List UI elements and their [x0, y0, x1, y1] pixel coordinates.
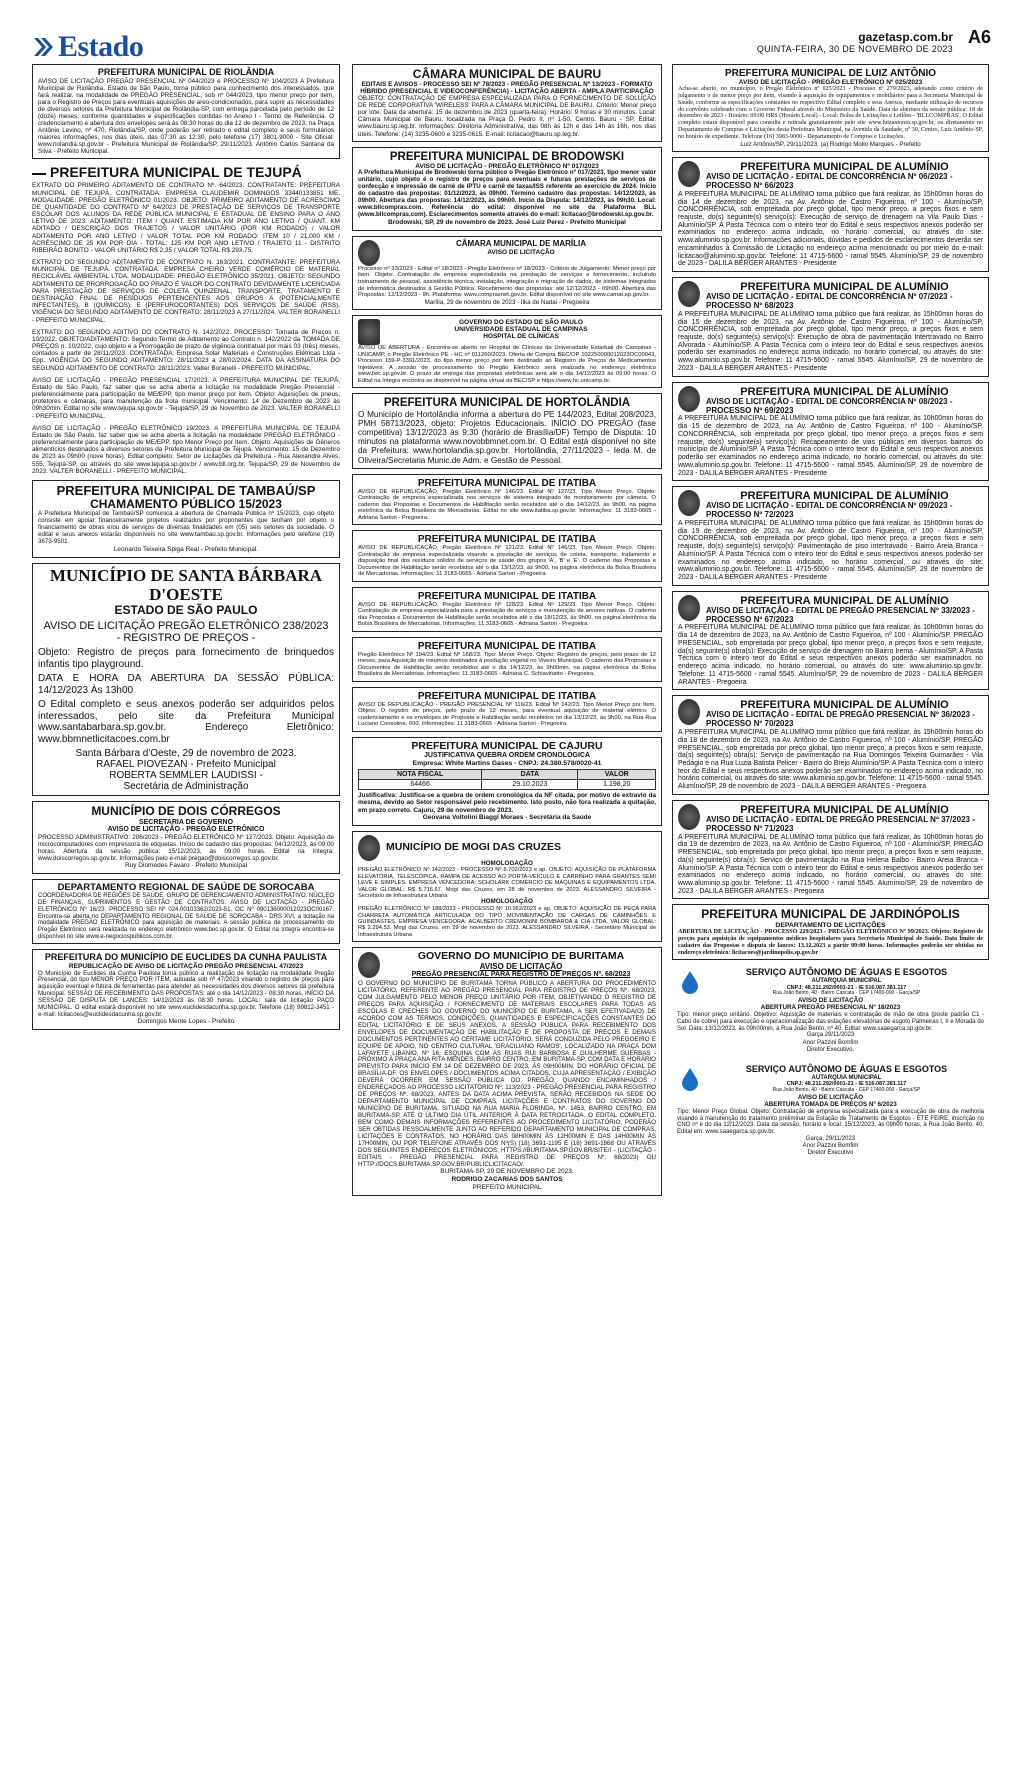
notice-edital: O Edital completo e seus anexos poderão ser adquiridos pelos interessados, pelo site da Prefeitura Municipal www.santabarbara.sp.gov.br. Endereço Eletrônico: www.bbmnetlicitacoes.com.br: [38, 699, 334, 745]
notice-brodowski: [352, 147, 662, 231]
notice-subtitle: DEPARTAMENTO DE LICITAÇÕES: [775, 921, 886, 929]
notice-signature: RAFAEL PIOVEZAN - Prefeito Municipal: [96, 759, 276, 771]
notice-body: AVISO DE LICITAÇÃO - PREGÃO ELETRÔNICO 19/2023. A PREFEITURA MUNICIPAL DE TEJUPÁ Estado de São Paulo, faz saber que se acha aberta a licitação na modalidade PREGÃO ELETRÔNICO - preferencialmente para participação de ME/EPP, tipo Menor Preço por Item. Objeto: Aquisições de Gêneros alimentícios destinados à diversos setores da Prefeitura Municipal de Tejupá. Vencimento: 15 de Dezembro de 2023 às 09h00 (nove horas). Edital completo: Setor de Licitações da Prefeitura - Rua Alexandre Alves, 555, Tejupá-SP, ou através do site www.tejupa.sp.gov.br / www.bll.org.br. Tejupá/SP, 29 de Novembro de 2023. VALTER BORANELLI - PREFEITO MUNICIPAL.: [32, 424, 340, 475]
newspaper-logo: [32, 30, 143, 64]
notice-signature: Leonardo Teixeira Spiga Real - Prefeito Municipal.: [113, 546, 259, 554]
notice-body: Processo nº 33/2023 - Edital nº 18/2023 - Pregão Eletrônico nº 18/2023 - Critério de Julgamento: Menor preço por item. Objeto: Contratação de empresa especializada na prestação de serviços e fornecimento, incluindo treinamento de pessoal, assistência técnica, instalação, integração e migração de dados, de sistemas integrados de informática destinados à Gestão Pública. Recebimento das propostas: até 12/12/2023 - 09h00. Abertura das Propostas: 12/12/2023 - 9h. Plataforma: www.comprasnet.gov.br. Edital disponível no site www.camar.sp.gov.br.: [358, 265, 656, 299]
notice-subtitle: CHAMAMENTO PÚBLICO 15/2023: [90, 497, 282, 512]
notice-cnpj: CNPJ: 48.211.292/0001-21 - IE 516.087.381.117: [786, 984, 907, 991]
notice-title: PREFEITURA MUNICIPAL DE ALUMÍNIO: [740, 281, 949, 294]
notice-title: PREFEITURA MUNICIPAL DE ITATIBA: [417, 534, 597, 546]
notice-subtitle: AVISO DE LICITAÇÃO - EDITAL DE PREGÃO PRESENCIAL Nº 33/2023 - PROCESSO Nº 67/2023: [706, 605, 975, 624]
notice-buritama: [352, 947, 662, 1196]
coat-of-arms-icon: [678, 490, 700, 516]
issue-date: QUINTA-FEIRA, 30 DE NOVEMBRO DE 2023: [756, 44, 953, 54]
notice-subtitle: AVISO DE LICITAÇÃO - EDITAL DE PREGÃO PRESENCIAL Nº 37/2023 - PROCESSO Nº 71/2023: [706, 815, 975, 833]
coat-of-arms-icon: [678, 161, 700, 187]
notice-aviso: AVISO DE LICITAÇÃO PREGÃO ELETRÔNICO 238/2023: [43, 620, 329, 633]
notice-title: PREFEITURA DO MUNICÍPIO DE EUCLIDES DA CUNHA PAULISTA: [44, 952, 328, 963]
notice-local: Garça 29/11/2023: [806, 1032, 855, 1039]
notice-signature: Diretor Executivo: [807, 1150, 854, 1157]
notice-title: PREFEITURA MUNICIPAL DE ITATIBA: [417, 477, 597, 489]
notice-body: A Prefeitura Municipal de Tambaú/SP comunica a abertura de Chamada Pública nº 15/2023, cujo objeto consiste em apoiar financeiramente projetos realizados por proponentes que tenham por objeto o financiamento de obras e/ou de serviços de diversas finalidades em (05) seis setores da sociedade. O edital e seus anexos estarão disponíveis no site www.tambau.sp.gov.br. Informações pelo telefone (19) 3673-9501.: [38, 510, 334, 546]
notice-subtitle: HOSPITAL DE CLÍNICAS: [483, 333, 559, 341]
notice-title: PREFEITURA MUNICIPAL DE CAJURU: [411, 739, 603, 752]
notice-body: A Prefeitura Municipal de Brodowski torna público o Pregão Eletrônico nº 017/2023, tipo menor valor unitário, cujo objeto é o registro de preços para eventuais e futuras prestações de serviços de confecção e impressão de carnê de IPTU e carnê de taxas/ISS referente ao exercício de 2024. Início do cadastro das propostas: 01/12/2023, às 09h00. Término cadastro das propostas: 14/12/2023, às 09h00. Abertura das propostas: 14/12/2023, às 09h00. Início da Disputa: 14/12/2023, às 09h30. Local: www.bllcompras.com. Referência do edital: disponível no site da Plataforma BLL (www.bllcompras.com). Esclarecimentos somente através do e-mail: licitacao@brodowski.sp.gov.br.: [358, 169, 656, 218]
coat-of-arms-icon: [358, 240, 380, 266]
site-url[interactable]: gazetasp.com.br: [858, 30, 953, 44]
notice-body: Tipo: Menor Preço Global. Objeto: Contratação de empresa especializada para a execução de obra de melhoria visando à manutenção do tratamento preliminar da Estação de Tratamento de Esgotos - ETE FEIRE, inscrição no CNO nº e do dia 12/12/2023. Data da sessão, horário e local: 15/12/2023, às 09h00 horas, à Rua João Bento, 40. Edital em: www.saaegarca.sp.gov.br.: [677, 1108, 984, 1136]
notice-signature: Ruy Diomedes Favaro - Prefeito Municipal: [124, 862, 248, 870]
notice-tejupa: [32, 164, 340, 475]
notice-aluminio-6: [672, 695, 989, 795]
notice-luiz-antonio: [672, 64, 989, 152]
notice-local: Santa Bárbara d'Oeste, 29 de novembro de 2023.: [75, 748, 297, 760]
notice-subtitle: AVISO DE LICITAÇÃO - PREGÃO ELETRÔNICO Nº 025/2023: [738, 79, 923, 86]
notice-signature: Anor Pazzini Bomfim: [802, 1039, 859, 1046]
notice-title: SERVIÇO AUTÔNOMO DE ÁGUAS E ESGOTOS: [745, 967, 948, 978]
notice-title: MUNICÍPIO DE SANTA BÁRBARA D'OESTE: [49, 565, 323, 604]
notice-dois-corregos: [32, 801, 340, 874]
table-header-row: [359, 770, 656, 780]
notice-saae-1: [672, 965, 989, 1057]
notice-subtitle: AVISO DE LICITAÇÃO - PREGÃO ELETRÔNICO Nº 017/2023: [415, 163, 599, 171]
notice-signature: Marília, 29 de novembro de 2023 - Ilka de Nadai - Pregoeira: [424, 298, 590, 306]
notice-title: SERVIÇO AUTÔNOMO DE ÁGUAS E ESGOTOS: [745, 1063, 948, 1074]
notice-title: PREFEITURA MUNICIPAL DE ALUMÍNIO: [740, 490, 949, 503]
notice-title: PREFEITURA MUNICIPAL DE ALUMÍNIO: [740, 699, 949, 712]
notice-title: DEPARTAMENTO REGIONAL DE SAÚDE DE SOROCABA: [57, 882, 315, 894]
notice-hortolandia: [352, 393, 662, 469]
notice-body: O GOVERNO DO MUNICÍPIO DE BURITAMA TORNA PÚBLICO A ABERTURA DO PROCEDIMENTO LICITATÓRIO, REFERENTE AO PREGÃO PRESENCIAL PARA REGISTRO DE PREÇOS Nº. 68/2023, COM JULGAMENTO PELO MENOR PREÇO UNITÁRIO POR ITEM, OBJETIVANDO O REGISTRO DE PREÇOS PARA AQUISIÇÃO / FORNECIMENTO DE MATERIAIS ESCOLARES PARA TODAS AS ESCOLAS E CRECHES DO GOVERNO DO MUNICÍPIO DE BURITAMA, A SER EFETIVADA(O) DE ACORDO COM AS TERMOS, CONDIÇÕES, QUANTIDADES E ESPECIFICAÇÕES CONSTANTES DO EDITAL LICITATÓRIO E DE SEUS ANEXOS. A SESSÃO PÚBLICA PARA RECEBIMENTO DOS ENVELOPES DE DOCUMENTAÇÃO DE HABILITAÇÃO E DE PROPOSTA DE PREÇOS E DEMAIS DOCUMENTOS PERTINENTES AO CERTAME LICITATÓRIO, SERÁ CONDUZIDA PELO PREGOEIRO E EQUIPE DE APOIO, NO CENTRO CULTURAL 'GRACILIANO RAMOS', LOCALIZADO NA PRAÇA DOM LAFAYETE LIBANIO, Nº 16, ESQUINA COM AS RUAS RUI BARBOSA E GUILHERME GUERBAS - PRÓXIMO À PRAÇA ANA RITA MENDES, BAIRRO CENTRO, EM BURITAMA-SP, COM DATA E HORÁRIO PREVISTO PARA INÍCIO EM 14 DE DEZEMBRO DE 2023, ÀS 09H00MIN, DO HORÁRIO OFICIAL DE BRASÍLIA-DF. OS ENVELOPES / DOCUMENTOS ACIMA CITADOS, CUJA APRESENTAÇÃO / EXIBIÇÃO DEVERÁ OCORRER EM SESSÃO PÚBLICA DO PREGÃO, QUANDO ENCAMINHADOS / ENDEREÇADOS AO PROCESSO LICITATÓRIO Nº. 113/2023 - PREGÃO PRESENCIAL PARA REGISTRO DE PREÇOS Nº. 68/2023, ANTES DA DATA ACIMA PREVISTA, SERÃO RECEBIDOS NA SEDE DO DEPARTAMENTO MUNICIPAL DE COMPRAS, LICITAÇÕES E CONTRATOS DO GOVERNO DO MUNICÍPIO DE BURITAMA, SITUADO NA RUA MARIA FLORINDA, Nº. 1453, BAIRRO CENTRO, EM BURITAMA-SP, ATÉ O ÚLTIMO DIA ÚTIL ANTERIOR À DATA RETROCITADA. O EDITAL COMPLETO, BEM COMO DEMAIS INFORMAÇÕES REFERENTES AO PROCEDIMENTO LICITATÓRIO, PODERÃO SER OBTIDAS PESSOALMENTE JUNTO AO REFERIDO DEPARTAMENTO MUNICIPAL DE COMPRAS, LICITAÇÕES E CONTRATOS, NO HORÁRIO DAS 08H00MIN ÀS 12H00MIN E DAS 14H00MIN ÀS 17H00MIN, OU POR TELEFONE ATRAVÉS DOS Nº(S) (18) 3691-1195 E (18) 3691-1868 OU ATRAVÉS DOS SEGUINTES ENDEREÇOS ELETRÔNICOS: HTTPS://BURITAMA.SP.GOV.BR/SITE/I - (LICITAÇÃO - EDITAIS - PREGÃO PRESENCIAL PARA REGISTRO DE PREÇOS Nº. 68/2023) OU HTTP://DOCS.BURITAMA.SP.GOV.BR/PUBLICLICITACAO/.: [358, 980, 656, 1168]
notice-aviso: ABERTURA TOMADA DE PREÇOS Nº 6/2023: [764, 1100, 897, 1108]
notice-body: Tipo: menor preço unitário. Objetivo: Aquisição de materiais e contratação de mão de obra (poste padrão C1 - Cabo de cobre) para execução e operacionalização das estações elevatórias de esgoto Palmeiras I, II e Morada do Sol. Data: 13/12/2023, às 09h00min, à Rua João Bento, nº 40. Edital: www.saaegarca.sp.gov.br.: [677, 1012, 984, 1032]
notice-subtitle: PREGÃO PRESENCIAL PARA REGISTRO DE PREÇOS Nº. 68/2023: [411, 971, 631, 979]
notice-company: Empresa: White Martins Gases - CNPJ: 24.380.578/0020-41: [412, 759, 602, 767]
coat-of-arms-icon: [678, 595, 700, 621]
notice-signature: Secretária de Administração: [123, 781, 249, 793]
notice-title: PREFEITURA MUNICIPAL DE RIOLÂNDIA: [97, 67, 275, 77]
notice-body: OBJETO: CONTRATAÇÃO DE EMPRESA ESPECIALIZADA PARA O FORNECIMENTO DE SOLUÇÃO DE REDE CORPORATIVA 'WIRELESS' PARA A CÂMARA MUNICIPAL DE BAURU. Critério: Menor preço por lote. Data da abertura: 15 de dezembro de 2023 (quarta-feira). Horário: 9 horas e 30 minutos. Local: Câmara Municipal de Bauru, localizada na Praça D. Pedro II, nº 1-50, Centro, Bauru - SP. Edital: www.bauru.sp.leg.br. Informações: Diretoria Administrativa, das 08h às 12h e das 14h às 16h, nos dias úteis. Telefone: (14) 3235-0600 e 3235-0615. E-mail: licitacao@bauru.sp.leg.br.: [358, 95, 656, 138]
notice-body: Pregão Eletrônico Nº 194/23. Edital Nº 168/23. Tipo: Menor Preço. Objeto: Registro de preços, pelo prazo de 12 meses, para Aquisição de insumos destinados à produção vegetal no Viveiro Municipal. O caderno das Propostas e Documentos de Habilitação serão recebidos até o dia 14/12/23, às 9h00min, na página eletrônica da Bolsa Brasileira de Mercadorias. Informações: 11 3183-0665 - Adriana C. Schiavinatto - Pregoeira.: [358, 651, 656, 678]
page-header: [0, 0, 1011, 63]
notice-signature: Geovana Voltolini Biaggi Moraes - Secretária da Saúde: [422, 813, 592, 821]
notice-body: AVISO DE REPUBLICAÇÃO. Pregão Eletrônico Nº 121/23. Edital Nº 146/23. Tipo Menor Preço. Objeto: Contratação de empresa especializada visando a prestação de serviços de coleta, transporte, tratamento e disposição final dos resíduos sólidos de serviços de saúde dos grupos 'A', 'B' e 'E'. O caderno das Propostas e Documentos de Habilitação serão recebidos até o dia 13/12/23, às 9h00, na página eletrônica da Bolsa Brasileira de Mercadorias. Informações: 11 3183-0665 - Adriana Sartori - Pregoeira.: [358, 545, 656, 578]
notice-body: A PREFEITURA MUNICIPAL DE ALUMÍNIO torna público que fará realizar, às 15h00min horas do dia 19 de dezembro de 2023, na Av. Antônio de Castro Figueiroa, nº 100 - Alumínio/SP, CONCORRÊNCIA, sob empreitada por preço global, tipo menor preço, a preços fixos e sem reajuste, do(s) seguinte(s) serviço(s): Pavimentação de piso intertravado - Bairro Areia Branca - Alumínio/SP. A Pasta Técnica com o inteiro teor do Edital e seus respectivos anexos poderão ser examinados no endereço acima indicado, no horário comercial, ou através do site: www.aluminio.sp.gov.br. Telefone: 11 4715-5600 - ramal 5545. Alumínio/SP, 29 de novembro de 2023 - DALILA BERGER ARANTES - Presidente: [678, 519, 983, 582]
notice-title: PREFEITURA MUNICIPAL DE ALUMÍNIO: [740, 385, 949, 398]
water-drop-logo-icon: [677, 969, 703, 995]
table-row: [359, 780, 656, 790]
coat-of-arms-icon: [678, 386, 700, 412]
table-cell: 64466: [359, 780, 482, 790]
notice-title: CÂMARA MUNICIPAL DE MARÍLIA: [455, 238, 587, 248]
notice-subtitle: AVISO DE LICITAÇÃO - EDITAL DE CONCORRÊNCIA Nº 09/2023 - PROCESSO Nº 72/2023: [706, 501, 953, 520]
notice-subtitle: REPUBLICAÇÃO DE AVISO DE LICITAÇÃO PREGÃO PRESENCIAL 47/2023: [68, 963, 304, 971]
notice-registro: - REGISTRO DE PREÇOS -: [116, 632, 256, 645]
notice-itatiba-5: [352, 687, 662, 732]
notice-aviso: ABERTURA PREGÃO PRESENCIAL Nº 18/2023: [760, 1004, 901, 1012]
column-left: [32, 64, 340, 1035]
notice-unicamp: [352, 315, 662, 388]
notice-body: ABERTURA DE LICITAÇÃO - PROCESSO 229/2023 - PREGÃO ELETRÔNICO Nº 99/2023. Objeto: Registro de preços para aquisição de equipamentos médicos hospitalares para Secretaria Municipal de Saúde. Data limite de cadastro das Propostas e disputa de lances: 13.12.2023 a partir 09:00 horas. Informações poderão ser obtidas no endereço eletrônico: licitacoes@jardinopolis.sp.gov.br: [678, 929, 983, 956]
notice-body: EXTRATO DO SEGUNDO ADITIVO DO CONTRATO N. 142/2022. PROCESSO: Tomada de Preços n. 10/2022. OBJETO/ADITAMENTO: Segundo Termo de Aditamento ao Contrato n. 142/2022 da TOMADA DE PREÇOS n. 10/2022, cujo objeto é a Prorrogação de prazo de vigência contratual por mais 03 (três) meses, contados a partir de 28/11/2023. CONTRATADA: Empresa Solar Materiais e Construções Elétricas Ltda - Epp. VIGÊNCIA DO SEGUNDO ADITAMENTO: 28/11/2023 a 28/02/2024. DATA DA ASSINATURA DO SEGUNDO ADITAMENTO DE CONTRATO: 28/11/2023. Valter Boranelli - PREFEITO MUNICIPAL.: [32, 328, 340, 372]
notice-title: PREFEITURA MUNICIPAL DE ALUMÍNIO: [740, 161, 949, 174]
notice-subtitle: AUTARQUIA MUNICIPAL: [811, 1074, 882, 1081]
coat-of-arms-icon: [678, 699, 700, 725]
coat-of-arms-icon: [678, 804, 700, 830]
notice-mogi: [352, 831, 662, 943]
notice-cajuru: [352, 737, 662, 826]
notice-body: O Município de Euclides da Cunha Paulista torna público a realização de licitação na modalidade Pregão Presencial, do tipo MENOR PREÇO POR ITEM, autuada sob nº 47/2023 visando o registro de preços para aquisição eventual e futura de ferramentas para atender as necessidades dos diversos setores da prefeitura Municipal. SESSÃO DE RECEBIMENTO DAS PROPOSTAS: até o dia 14/12/2023 - 08:30 horas. INÍCIO DA SESSÃO DE DISPUTA DE LANCES: 14/12/2023 às 08:30 horas. LOCAL: sala de licitação PAÇO MUNICIPAL. O edital estará disponível no site www.euclidesdacunha.sp.gov.br. Telefone (18) 99812-3451 - e-mail: licitacoes@euclidesdacunha.sp.gov.br.: [38, 969, 334, 1018]
coat-of-arms-icon: [358, 835, 380, 861]
notice-body: A PREFEITURA MUNICIPAL DE ALUMÍNIO torna público que fará realizar, às 15h00min horas do dia 18 de dezembro de 2023, na Av. Antônio de Castro Figueiroa, nº 100 - Alumínio/SP, PREGÃO PRESENCIAL, sob empreitada por preço global, tipo menor preço, a preços fixos e sem reajuste, da(s) seguinte(s) obra(s): Serviço de pavimentação na Rua Domingos Teixeira Guimarães - Vila Pedágio e na Rua Luzia Batista Pelicer - Bairro do Brejo Alumínio/SP. A Pasta Técnica com o inteiro teor do Edital e seus respectivos anexos poderão ser examinados no endereço acima indicado, no horário comercial, ou através do site: www.aluminio.sp.gov.br. Telefone: 11 4715-5600 - ramal 5545. Alumínio/SP, 29 de novembro de 2023 - DALILA BERGER ARANTES - Pregoeira: [678, 729, 983, 791]
notice-signature: Luiz Antônio/SP, 29/11/2023. (a) Rodrigo Mollo Marques - Prefeito: [740, 140, 921, 148]
notice-title: PREFEITURA MUNICIPAL DE ALUMÍNIO: [740, 594, 949, 607]
notice-title: PREFEITURA MUNICIPAL DE TEJUPÁ: [32, 164, 340, 180]
notice-subtitle: AVISO DE LICITAÇÃO - EDITAL DE CONCORRÊNCIA Nº 06/2023 - PROCESSO Nº 66/2023: [706, 172, 953, 190]
notice-local: Garça, 29/11/2023: [805, 1135, 856, 1142]
notice-jardinopolis: [672, 904, 989, 960]
notice-body: A PREFEITURA MUNICIPAL DE ALUMÍNIO torna público que fará realizar, às 10h00min horas do dia 19 de dezembro de 2023, na Av. Antônio de Castro Figueiroa, nº 100 - Alumínio/SP, PREGÃO PRESENCIAL, sob empreitada por preço global, tipo menor preço, a preços fixos e sem reajuste, da(s) seguinte(s) obra(s): Serviço de pavimentação na Rua Helena Balbo - Bairro Areia Branca - Alumínio/SP. A Pasta Técnica com o inteiro teor do Edital e seus respectivos anexos poderão ser examinados no endereço acima indicado, no horário comercial, ou através do site: www.aluminio.sp.gov.br. Telefone: 11 4715-5600 - ramal 5545. Alumínio/SP, 29 de novembro de 2023 - DALILA BERGER ARANTES - Pregoeira: [678, 833, 983, 895]
notice-sorocaba: [32, 879, 340, 944]
notice-body: A PREFEITURA MUNICIPAL DE ALUMÍNIO torna público que fará realizar, às 15h00min horas do dia 14 de dezembro de 2023, na Av. Antônio de Castro Figueiroa, nº 100 - Alumínio/SP, CONCORRÊNCIA, sob empreitada por preço global, tipo menor preço, a preços fixos e sem reajuste, do(s) seguinte(s) serviço(s): Execução de serviço de drenagem na Vila Paulo Dias - Alumínio/SP. A Pasta Técnica com o inteiro teor do Edital e seus respectivos anexos poderão ser examinados no endereço acima indicado, no horário comercial, ou através do site: www.aluminio.sp.gov.br. Informações adicionais, dúvidas e pedidos de esclarecimentos deverão ser encaminhados à Comissão de Licitação no endereço acima mencionado ou por meio do e-mail: licitacao@aluminio.sp.gov.br. Telefone: 11 4715-5600 - ramal 5545. Alumínio/SP, 29 de novembro de 2023 - DALILA BERGER ARANTES - Presidente: [678, 190, 983, 268]
page-number: A6: [967, 27, 991, 47]
notice-body: A PREFEITURA MUNICIPAL DE ALUMÍNIO torna público que fará realizar, às 10h00min horas do dia 15 de dezembro de 2023, na Av. Antônio de Castro Figueiroa, nº 100 - Alumínio/SP, CONCORRÊNCIA, sob empreitada por preço global, tipo menor preço, a preços fixos e sem reajuste, do(s) seguinte(s) serviço(s): Recapeamento de vias públicas em diversos bairros do município de Alumínio/SP. A Pasta Técnica com o inteiro teor do Edital e seus respectivos anexos poderão ser examinados no endereço acima indicado, no horário comercial, ou através do site: www.aluminio.sp.gov.br. Telefone: 11 4715-5600 - ramal 5545. Alumínio/SP, 29 de novembro de 2023 - DALILA BERGER ARANTES - Presidente: [678, 415, 983, 477]
notice-address: Rua João Bento, 40 - Bairro Cascata - CEP 17400-000 - Garça/SP: [772, 1086, 921, 1093]
notice-subtitle: AVISO DE LICITAÇÃO: [487, 248, 555, 256]
notice-signature: Brodowski, SP, 29 de novembro de 2023. José Luiz Perez - Prefeito Municipal: [388, 218, 626, 226]
notice-title: PREFEITURA MUNICIPAL DE BRODOWSKI: [389, 150, 625, 163]
notice-body: EXTRATO DO PRIMEIRO ADITAMENTO DE CONTRATO Nº. 64/2023. CONTRATANTE: PREFEITURA MUNICIPAL DE TEJUPÁ, CONTRATADA: EMPRESA CLAUDEMIR DOMINGOS 33440133851 ME. MODALIDADE: PREGÃO ELETRÔNICO 01/2023. OBJETO: PRIMEIRO ADITAMENTO DE ACRESCIMO DE QUANTIDADE DO CONTRATO Nº 64/2023 DE PRESTAÇÃO DE SERVIÇOS DE TRANSPORTE ESCOLAR DOS ALUNOS DA REDE PÚBLICA MUNICIPAL E ESTADUAL DE ENSINO PARA O ANO LETIVO DE 2023. ADITAMENTO: ITEM / QUANT. ESTIMADA KM POR ANO LETIVO / QUANT. KM ADITADO / DESCRIÇÃO DOS TRAJETOS / VALOR UNITÁRIO (POR KM RODADO) / VALOR ADITAMENTO POR ANO LETIVO / VALOR TOTAL POR KM RODADO: ITEM 10 / 21.000 KM / ACRÉSCIMO DE 25 KM POR DIA - TOTAL: 125 KM POR ANO LETIVO / TRAJETO 11 - DISTRITO RIBEIRÃO BONITO - VALOR UNITÁRIO R$ 2,35 / VALOR TOTAL R$ 293,75.: [32, 182, 340, 254]
notice-body: A PREFEITURA MUNICIPAL DE ALUMÍNIO torna público que fará realizar, às 10h00min horas do dia 14 de dezembro de 2023, na Av. Antônio de Castro Figueiroa, nº 100 - Alumínio/SP, PREGÃO PRESENCIAL, sob empreitada por preço global, tipo menor preço, a preços fixos e sem reajuste, da(s) seguinte(s) obra(s): Execução de serviço de drenagem no Bairro Irema - Alumínio/SP. A Pasta Técnica com o inteiro teor do Edital e seus respectivos anexos poderão ser examinados no endereço acima indicado, no horário comercial, ou através do site: www.aluminio.sp.gov.br. Telefone: 11 4715-5600 - ramal 5545. Alumínio/SP, 29 de novembro de 2023 - DALILA BERGER ARANTES - Pregoeira: [678, 624, 983, 686]
notice-title: PREFEITURA MUNICIPAL DE ITATIBA: [417, 640, 597, 652]
notice-subtitle: SECRETARIA DE GOVERNO: [138, 818, 234, 826]
notice-subtitle: UNIVERSIDADE ESTADUAL DE CAMPINAS: [454, 326, 588, 334]
notice-title: PREFEITURA MUNICIPAL DE HORTOLÂNDIA: [383, 397, 631, 410]
notice-title: MUNICÍPIO DE DOIS CÓRREGOS: [91, 804, 281, 819]
notice-local: BURITAMA-SP, 29 DE NOVEMBRO DE 2023.: [440, 1168, 574, 1176]
notice-body: Acha-se aberto, no município, o Pregão Eletrônico nº 025/2023 - Processo nº 279/2023, adotando como critério de julgamento o de menor preço por item, visando à aquisição de equipamentos e mobiliários para a Secretaria Municipal de Saúde, conforme as especificações constantes no respectivo Edital completo e seus Anexos, mediante utilização de recursos do convênio celebrado com o Governo Federal através do Ministério da Saúde. Data da abertura da sessão pública: 18 de dezembro de 2023 - Horário: 09:00 HRS (Horário Local) - Local: Bolsa de Licitações e Leilões - 'BLLCOMPRAS'. O Edital completo estará disponível para consulta e retirada gratuitamente pelo site www.luizantonio.sp.gov.br, ou diretamente no Departamento de Compras e Licitações desta Prefeitura Municipal, na Avenida da Saudade, nº 30, Centro, Luiz Antônio-SP, no horário de expediente. Telefone (16) 3983-9000 - Departamento de Compras e Licitações.: [678, 86, 983, 140]
notice-body: O Município de Hortolândia informa a abertura do PE 144/2023, Edital 208/2023, PMH 58713/2023, objeto: Projetos Educacionais. INÍCIO DO PREGÃO (fase competitiva) 13/12/2023 às 9:30 (horário de Brasília/DF) Tempo de Disputa: 10 minutos na plataforma www.novobbmnet.com.br. O Edital está disponível no site da Prefeitura: www.hortolandia.sp.gov.br. Hortolândia, 27/11/2023 - Ieda M. de Oliveira/Secretaria Munic.de Adm. e Gestão de Pessoal.: [358, 409, 656, 465]
notice-objeto: Objeto: Registro de preços para fornecimento de brinquedos infantis tipo playground.: [38, 647, 334, 670]
notice-aluminio-7: [672, 800, 989, 900]
notice-body: COORDENADORIA DE REGIÕES DE SAÚDE. GRUPO DE GERENCIAMENTO ADMINISTRATIVO. NÚCLEO DE FINANÇAS, SUPRIMENTOS E GESTÃO DE CONTRATOS. AVISO DE LICITAÇÃO - PREGÃO ELETRÔNICO Nº 16/23. PROCESSO SEI Nº 024.00103362/2023-51. OC Nº 090136000012023OC00167. Encontra-se aberta no DEPARTAMENTO REGIONAL DE SAÚDE DE SOROCABA - DRS XVI, a licitação na modalidade PREGÃO ELETRÔNICO para aquisição de materiais. A sessão pública de processamento do Pregão Eletrônico será realizada no endereço eletrônico www.bec.sp.gov.br. O Edital na íntegra encontra-se disponível no site www.e-negociospublicos.com.br.: [38, 893, 334, 940]
notice-tambau: [32, 480, 340, 558]
notice-body: EXTRATO DO SEGUNDO ADITAMENTO DE CONTRATO N. 163/2021. CONTRATANTE: PREFEITURA MUNICIPAL DE TEJUPÁ. CONTRATADA: EMPRESA CHEIRO VERDE COMÉRCIO DE MATERIAL RECICLÁVEL AMBIENTAL LTDA. MODALIDADE: PREGÃO ELETRÔNICO 35/2021. OBJETO: SEGUNDO ADITAMENTO DE PRORROGAÇÃO DO PRAZO E VALOR DO CONTRATO DEVIDAMENTE LICENCIADA PARA PRESTAÇÃO DE SERVIÇOS DE COLETA QUINZENAL, TRANSPORTE, TRATAMENTO E DESTINAÇÃO FINAL DE RESÍDUOS PERTENCENTES AOS GRUPOS A (POTENCIALMENTE INFECTANTES), B (QUÍMICOS), E (PERFUROCORTANTES) DOS SERVIÇOS DE SAÚDE (RSS). VIGÊNCIA DO SEGUNDO ADITAMENTO DE CONTRATO: 28/11/2023 A 27/11/2024. VALTER BORANELLI - PREFEITO MUNICIPAL.: [32, 259, 340, 324]
notice-title: MUNICÍPIO DE MOGI DAS CRUZES: [386, 840, 562, 853]
notice-data: DATA E HORA DA ABERTURA DA SESSÃO PÚBLICA: 14/12/2023 Às 13h00: [38, 673, 334, 696]
notice-body: Justificativa: Justifica-se a quebra de ordem cronológica da NF citada, por motivo de extravio da mesma, devido ao Setor responsável pelo recebimento. Isto posto, não fora realizada a quitação, em prazo correto. Cajuru, 29 de novembro de 2023.: [358, 792, 656, 814]
notice-body: AVISO DE LICITAÇÃO - PREGÃO PRESENCIAL 17/2023. A PREFEITURA MUNICIPAL DE TEJUPÁ, Estado de São Paulo, faz saber que se acha aberta a licitação na modalidade Pregão Presencial - preferencialmente para participação de ME/EPP, tipo menor preço por item. Objeto: Aquisições de pneus, protetores e câmaras, para manutenção da frota municipal. Vencimento: 14 de Dezembro de 2023 às 09h30min. Edital no site www.tejupa.sp.gov.br - Tejupá/SP, 29 de Novembro de 2023. VALTER BORANELLI - PREFEITO MUNICIPAL.: [32, 376, 340, 420]
notice-subtitle: EDITAIS E AVISOS - PROCESSO SEI Nº 78/2023 - PREGÃO PRESENCIAL Nº 13/2023 - FORMATO HÍBRIDO (PRESENCIAL E VIDEOCONFERÊNCIA) - LICITAÇÃO ABERTA - AMPLA PARTICIPAÇÃO: [360, 81, 654, 96]
notice-title: PREFEITURA MUNICIPAL DE JARDINÓPOLIS: [701, 907, 960, 922]
notice-body: PREGÃO ELETRÔNICO Nº 142/2023 - PROCESSO Nº 8.702/2023 e ap. OBJETO: AQUISIÇÃO DE PLATAFORMA ELEVATÓRIA, TELESCÓPICA, RAMPA DE ACESSO AO PORTA-VEÍCULO E CARRINHO PARA GRANTES SEMI LEVE E SIMPLES. EMPRESA VENCEDORA: SCHOLARK COMÉRCIO DE MÁQUINAS E EQUIPAMENTOS LTDA. VALOR GLOBAL: R$ 5.716,67. Mogi das Cruzes, em 28 de novembro de 2023. ALESSANDRO SILVEIRA - Secretário de Infraestrutura Urbana: [358, 867, 656, 899]
header-meta: [757, 30, 953, 54]
table-cell: 1.198,20: [578, 780, 656, 790]
coat-of-arms-icon: [678, 281, 700, 307]
notice-body: AVISO DE ABERTURA - Encontra-se aberto no Hospital de Clínicas da Universidade Estadual de Campinas - UNICAMP, o Pregão Eletrônico PE - HC nº 011260/2023, Oferta de Compra BEC/OP 102250000012023OC00043, Processo 159-P-3391/2023, do tipo menor preço por item destinado ao Registro de Preços de Medicamentos Injetáveis. A sessão de processamento do Pregão Eletrônico será realizada no endereço eletrônico www.bec.sp.gov.br. O prazo de entrega das propostas eletrônicas será até o dia 14/12/2023 às 09:00 horas. O Edital na íntegra encontra-se disponível na página virtual da BEC/SP e https://www.hc.unicamp.br.: [358, 345, 656, 384]
notice-aluminio-3: [672, 382, 989, 482]
chevron-logo-icon: [32, 36, 54, 58]
notice-body: AVISO DE LICITAÇÃO PREGÃO PRESENCIAL Nº 044/2023 e PROCESSO Nº 104/2023 A Prefeitura Municipal de Riolândia, Estado de São Paulo, torna público para conhecimento dos interessados, que fará realizar, na modalidade de PREGÃO PRESENCIAL, sob nº 044/2023, tipo menor preço por item, para o Registro de Preços para eventuais aquisições de areo-condicionados, para suprir as necessidades de diversos setores da Prefeitura Municipal de Riolândia-SP, com entrega parcelada pelo período de 12 (doze) meses, conforme quantidades e especificações contidas no Anexo I - Termo de Referência. O credenciamento e abertura dos envelopes será às 08:30 horas do dia 12 de dezembro de 2023, na Praça Antônio Levino, nº 470, Riolândia/SP, onde poderão ser retirado o edital completo e seus formulários maiores informações, nos dias úteis, das 07:30 as 12:30, pelo telefone (17) 3801-9000 - Site Oficial: www.riolandia.sp.gov.br - Prefeitura Municipal de Riolândia/SP, 29/11/2023. Antônio Carlos Santana da Silva - Prefeito Municipal.: [38, 77, 334, 156]
notice-subtitle: AVISO DE LICITAÇÃO - EDITAL DE CONCORRÊNCIA Nº 08/2023 - PROCESSO Nº 69/2023: [706, 396, 953, 415]
notice-address: Rua João Bento, 40 - Bairro Cascata - CEP 17400-000 - Garça/SP: [772, 989, 921, 996]
table-cell: 29.10.2023: [482, 780, 578, 790]
notice-bauru: [352, 64, 662, 142]
notice-title: CÂMARA MUNICIPAL DE BAURU: [412, 67, 602, 81]
notice-itatiba-2: [352, 530, 662, 581]
notice-aluminio-4: [672, 486, 989, 586]
column-right: [672, 64, 989, 1165]
invoice-table: [358, 769, 656, 790]
notice-title: GOVERNO DO MUNICÍPIO DE BURITAMA: [417, 950, 625, 963]
notice-heading: HOMOLOGAÇÃO: [481, 859, 533, 867]
state-seal-icon: [358, 319, 380, 345]
table-header-cell: NOTA FISCAL: [359, 770, 482, 780]
notice-body: PROCESSO ADMINISTRATIVO: 206/2023 - PREGÃO ELETRÔNICO Nº 127/2023. Objeto: Aquisição de microcomputadores com impressora de etiquetas. Início de cadastro das propostas: 04/12/2023, às 09:00 horas. Abertura da sessão pública: 15/12/2023, às 09:00 horas. Edital na íntegra: www.doiscorregos.sp.gov.br. Informações pelo e-mail pregao@doiscorregos.sp.gov.br.: [38, 834, 334, 863]
notice-signature: ROBERTA SEMMLER LAUDISSI -: [109, 770, 263, 782]
notice-title: PREFEITURA MUNICIPAL DE ITATIBA: [417, 690, 597, 702]
notice-subtitle: AVISO DE LICITAÇÃO: [479, 961, 563, 971]
notice-title: PREFEITURA MUNICIPAL DE ITATIBA: [417, 590, 597, 602]
notice-riolandia: [32, 64, 340, 159]
notice-euclides: [32, 949, 340, 1030]
notice-aviso: AVISO DE LICITAÇÃO: [797, 997, 864, 1005]
notice-body: A PREFEITURA MUNICIPAL DE ALUMÍNIO torna público que fará realizar, às 15h00min horas do dia 15 de dezembro de 2023, na Av. Antônio de Castro Figueiroa, nº 100 - Alumínio/SP, CONCORRÊNCIA, sob empreitada por preço global, tipo menor preço, a preços fixos e sem reajuste, do(s) seguinte(s) serviço(s): Execução de obra de pavimentação Intertravado no Bairro Alvorada - Alumínio/SP. A Pasta Técnica com o inteiro teor do Edital e seus respectivos anexos poderão ser examinados no endereço acima indicado, no horário comercial, ou através do site: www.aluminio.sp.gov.br. Telefone: 11 4715-5600 - ramal 5545. Alumínio/SP, 29 de novembro de 2023 - DALILA BERGER ARANTES - Presidente: [678, 310, 983, 372]
notice-signature: Diretor Executivo.: [806, 1046, 855, 1053]
notice-santa-barbara: [32, 563, 340, 797]
notice-signature: RODRIGO ZACARIAS DOS SANTOS: [451, 1176, 563, 1184]
notice-signature: Anor Pazzini Bomfim: [802, 1142, 859, 1149]
notice-saae-2: [672, 1062, 989, 1160]
notice-title: PREFEITURA MUNICIPAL DE LUIZ ANTÔNIO: [724, 68, 937, 79]
notice-body: AVISO DE REPUBLICAÇÃO - PREGÃO PRESENCIAL Nº 116/23. Edital Nº 142/23. Tipo Menor Preço por Item. Objeto: O registro de preços, pelo prazo de 12 meses, para eventual aquisição de material elétrico. O credenciamento e os envelopes de Proposta e Habilitação serão recebidos no dia 13/12/23, às 9h00, na Rua Rua Luciano Consoline, 600. Informações: 11 3183-0665 - Adriana Sartori - Pregoeira.: [358, 701, 656, 728]
notice-body: AVISO DE REPUBLICAÇÃO. Pregão Eletrônico Nº 146/23. Edital Nº 127/23. Tipo Menor Preço. Objeto: Contratação de empresa especializada nos serviços de sistema integrado de monitoramento por câmera. O caderno das Propostas e Documentos de Habilitação serão recebidos até o dia 14/12/23, às 9h00, na página eletrônica da Bolsa Brasileira de Mercadorias. Edital no site www.itatiba.sp.gov.br. Informações: 11 3183-0665 - Adriana Sartori - Pregoeira.: [358, 488, 656, 521]
notice-title: PREFEITURA MUNICIPAL DE TAMBAÚ/SP: [56, 482, 316, 498]
notice-cnpj: CNPJ: 48.211.292/0001-21 - IE 516.087.381.117: [786, 1081, 907, 1088]
notice-title: PREFEITURA MUNICIPAL DE ALUMÍNIO: [740, 803, 949, 816]
notice-marilia: [352, 236, 662, 310]
logo-text: Estado: [58, 30, 144, 63]
notice-heading: HOMOLOGAÇÃO: [481, 898, 533, 906]
notice-aluminio-2: [672, 277, 989, 377]
column-middle: [352, 64, 662, 1201]
notice-signature: PREFEITO MUNICIPAL: [472, 1184, 542, 1192]
notice-subtitle: JUSTIFICATIVA QUEBRA ORDEM CRONOLÓGICA: [423, 752, 591, 760]
notice-aviso: AVISO DE LICITAÇÃO: [797, 1094, 864, 1102]
notice-aluminio-5: [672, 591, 989, 691]
water-drop-logo-icon: [677, 1066, 703, 1092]
notice-subtitle: ESTADO DE SÃO PAULO: [114, 603, 258, 618]
notice-aluminio-1: [672, 157, 989, 272]
table-header-cell: VALOR: [578, 770, 656, 780]
notice-subtitle: AUTARQUIA MUNICIPAL: [811, 978, 882, 985]
notice-subtitle: AVISO DE LICITAÇÃO - EDITAL DE PREGÃO PRESENCIAL Nº 36/2023 - PROCESSO Nº 70/2023: [706, 710, 975, 729]
notice-subtitle: AVISO DE LICITAÇÃO - EDITAL DE CONCORRÊNCIA Nº 07/2023 - PROCESSO Nº 68/2023: [706, 292, 953, 310]
coat-of-arms-icon: [358, 952, 380, 978]
notice-signature: Domingos Mente Lopes - Prefeito: [137, 1018, 235, 1026]
notice-body: PREGÃO ELETRÔNICO Nº 188/2023 - PROCESSO Nº 10.962/2023 e ap. OBJETO: AQUISIÇÃO DE PEÇA PARA CHARRETA AUTOMÁTICA ARTICULADA DO TIPO MOVIMENTAÇÃO DE CARGAS DE CAMINHÕES E GUINDASTES. EMPRESA VENCEDORA: ACALBERTO CREMONINI BOMBARDA & CIA LTDA. VALOR GLOBAL: R$ 2.294,53. Mogi das Cruzes, em 29 de novembro de 2023. ALESSANDRO SILVEIRA - Secretário Municipal de Infraestrutura Urbana: [358, 906, 656, 938]
notice-itatiba-4: [352, 637, 662, 682]
notice-body: AVISO DE REPUBLICAÇÃO. Pregão Eletrônico Nº 128/23. Edital Nº 129/23. Tipo Menor Preço. Objeto: Contratação de empresa especializada para a prestação de serviços e manutenção de arvores nativas. O caderno das Propostas e Documentos de Habilitação serão recebidos até o dia 18/12/23, às 9h00, na página eletrônica da Bolsa Brasileira de Mercadorias. Informações: 11 3183-0665 - Adriana Sartori - Pregoeira.: [358, 601, 656, 628]
notice-itatiba-3: [352, 587, 662, 632]
notice-itatiba-1: [352, 474, 662, 525]
table-header-cell: DATA: [482, 770, 578, 780]
notice-title: GOVERNO DO ESTADO DE SÃO PAULO: [459, 319, 583, 327]
notice-subtitle: AVISO DE LICITAÇÃO - PREGÃO ELETRÔNICO: [107, 826, 265, 834]
